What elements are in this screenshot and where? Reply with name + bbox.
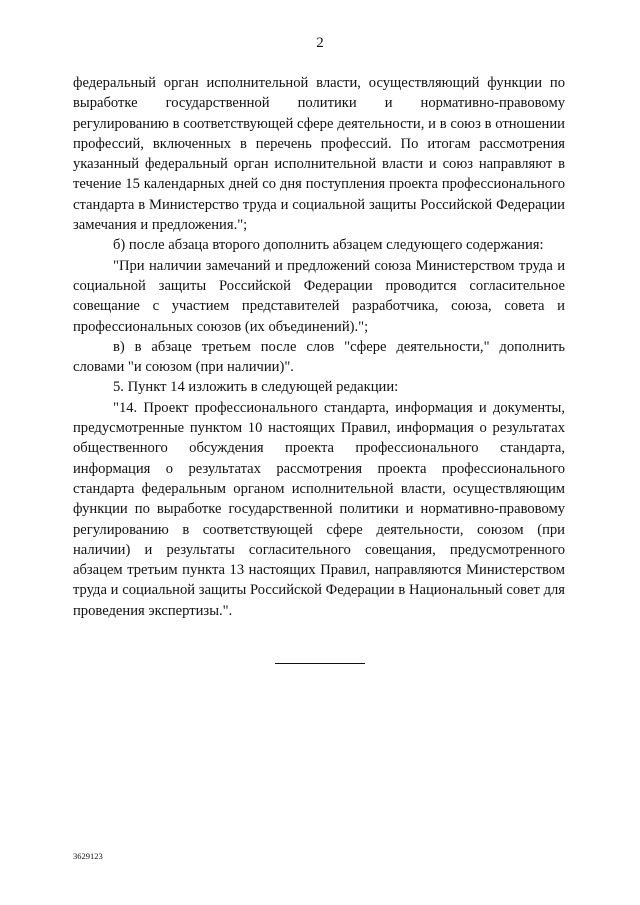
document-body [73, 73, 565, 621]
paragraph-continuation: федеральный орган исполнительной власти, осуществляющий функции по выработке государственной политики и нормативно-правовому регулированию в соответствующей сфере деятельности, и в союз в отношении профессий, включенных в перечень профессий. По итогам рассмотрения указанный федеральный орган исполнительной власти и союз направляют в течение 15 календарных дней со дня поступления проекта профессионального стандарта в Министерство труда и социальной защиты Российской Федерации замечания и предложения."; [73, 75, 565, 234]
paragraph-quoted-insert: "При наличии замечаний и предложений союза Министерством труда и социальной защиты Российской Федерации проводится согласительное совещание с участием представителей разработчика, союза, совета и профессиональных союзов (их объединений)."; [73, 257, 565, 335]
page-number: 2 [316, 35, 324, 51]
paragraph-subitem-b: б) после абзаца второго дополнить абзацем следующего содержания: [113, 237, 544, 254]
paragraph-subitem-v: в) в абзаце третьем после слов "сфере деятельности," дополнить словами "и союзом (при наличии)". [73, 338, 565, 376]
paragraph-item-5: 5. Пункт 14 изложить в следующей редакции: [113, 379, 399, 396]
document-code: 3629123 [73, 851, 103, 861]
end-separator-line [275, 663, 365, 664]
paragraph-item-14-text: "14. Проект профессионального стандарта, информация и документы, предусмотренные пунктом 10 настоящих Правил, информация о результатах общественного обсуждения проекта профессионального стандарта, информация о результатах рассмотрения проекта профессионального стандарта федеральным органом исполнительной власти, осуществляющим функции по выработке государственной политики и нормативно-правовому регулированию в соответствующей сфере деятельности, союзом (при наличии) и результаты согласительного совещания, предусмотренного абзацем третьим пункта 13 настоящих Правил, направляются Министерством труда и социальной защиты Российской Федерации в Национальный совет для проведения экспертизы.". [73, 399, 565, 619]
